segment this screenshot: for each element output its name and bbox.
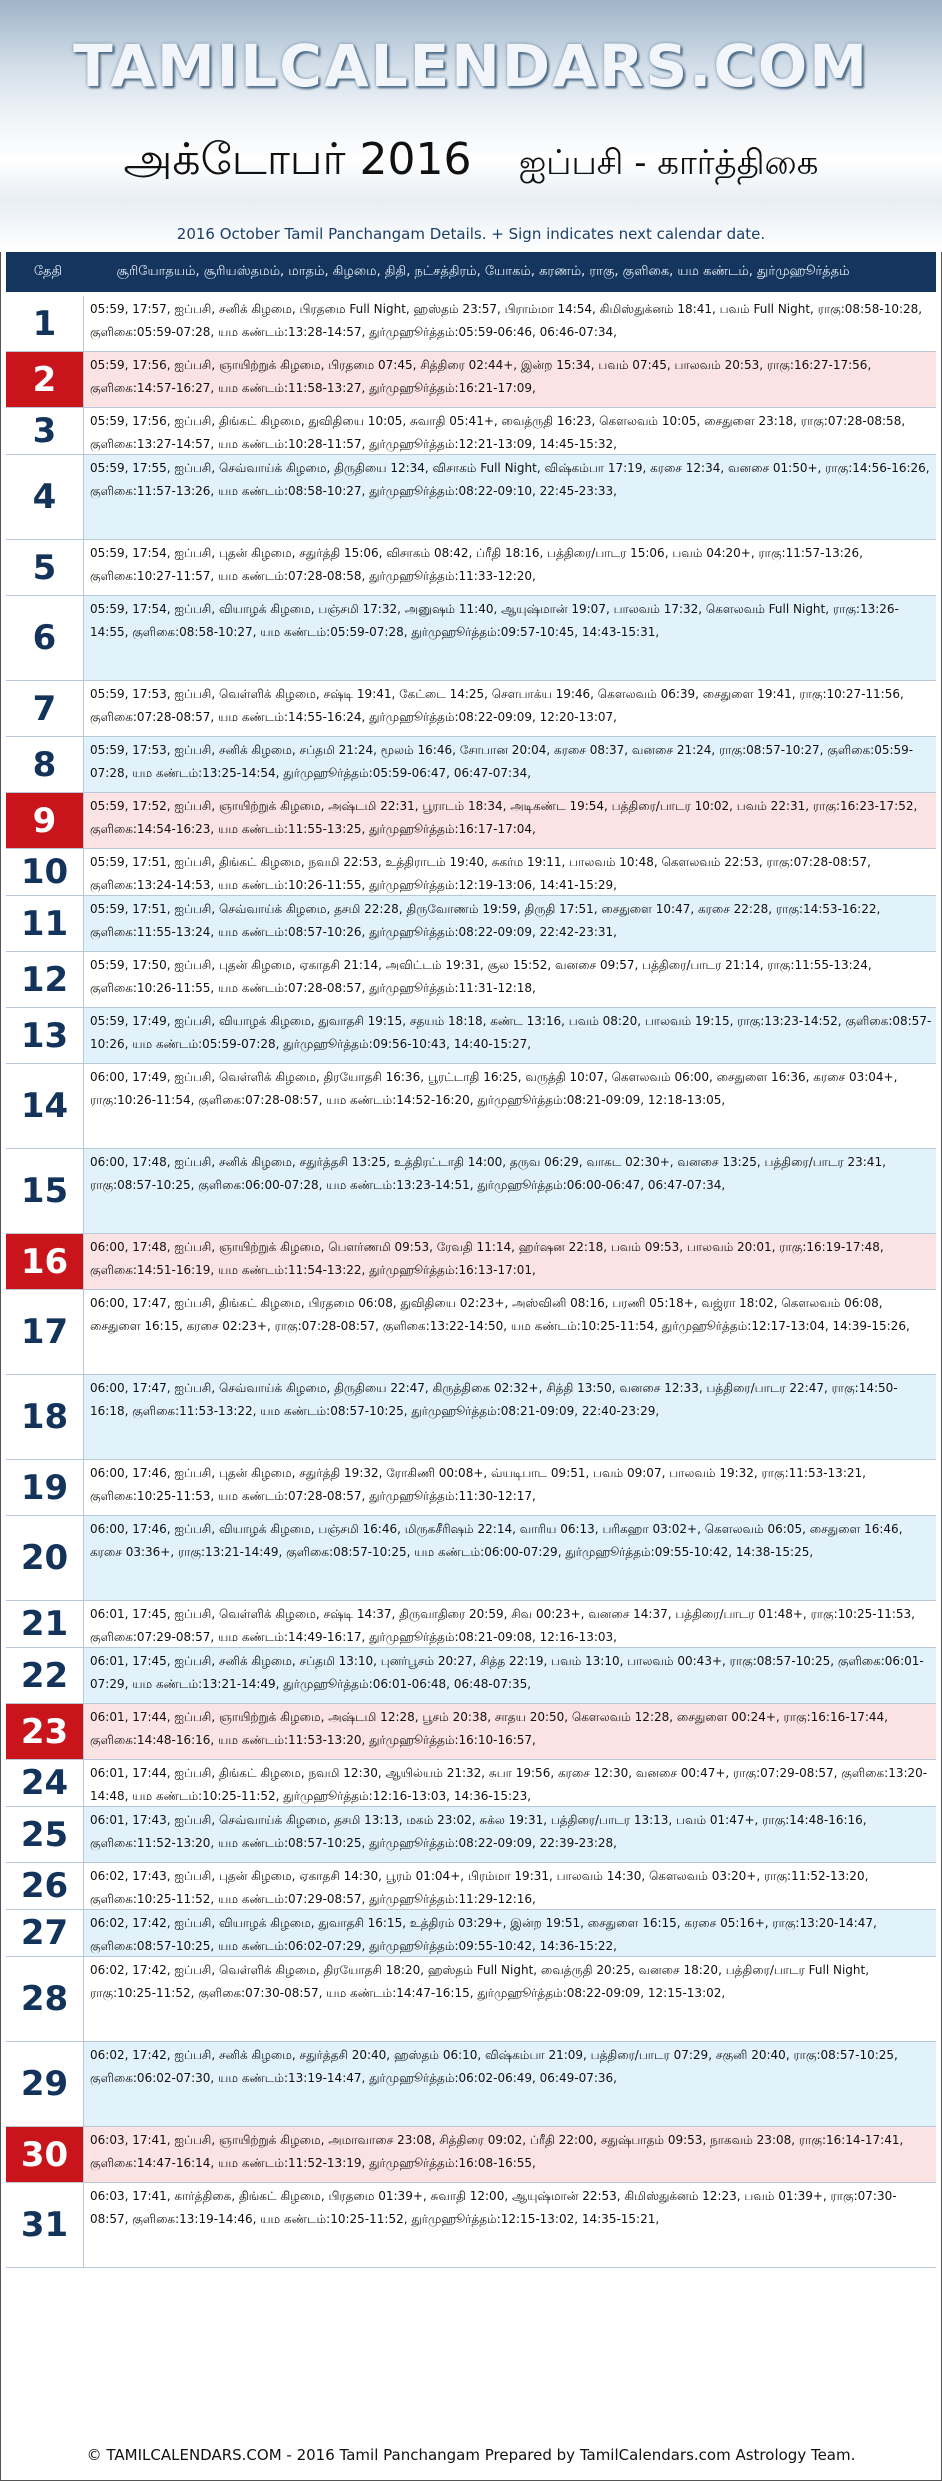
table-row — [6, 1064, 936, 1149]
day-number: 16 — [6, 1234, 84, 1289]
day-details: 06:02, 17:43, ஐப்பசி, புதன் கிழமை, ஏகாதசி 14:30, பூரம் 01:04+, பிரம்மா 19:31, பாலவம் 14:30, கௌலவம் 03:20+, ராகு:11:52-13:20, குளிகை:10:25-11:52, யம கண்டம்:07:29-08:57, துர்முஹூர்த்தம்:11:29-12:16, — [90, 1869, 869, 1906]
table-row — [6, 737, 936, 793]
subtitle: 2016 October Tamil Panchangam Details. + Sign indicates next calendar date. — [176, 225, 766, 243]
table-row — [6, 1375, 936, 1460]
table-row — [6, 296, 936, 352]
day-details: 06:00, 17:48, ஐப்பசி, சனிக் கிழமை, சதுர்த்தசி 13:25, உத்திரட்டாதி 14:00, தருவ 06:29, வாகட 02:30+, வனசை 13:25, பத்திரை/பாடர 23:41, ராகு:08:57-10:25, குளிகை:06:00-07:28, யம கண்டம்:13:23-14:51, துர்முஹூர்த்தம்:06:00-06:47, 06:47-07:34, — [90, 1155, 886, 1192]
table-row — [6, 1516, 936, 1601]
day-details: 06:00, 17:48, ஐப்பசி, ஞாயிற்றுக் கிழமை, பௌர்ணமி 09:53, ரேவதி 11:14, ஹர்ஷன 22:18, பவம் 09:53, பாலவம் 20:01, ராகு:16:19-17:48, குளிகை:14:51-16:19, யம கண்டம்:11:54-13:22, துர்முஹூர்த்தம்:16:13-17:01, — [90, 1240, 884, 1277]
day-number: 8 — [6, 737, 84, 792]
day-details: 06:00, 17:47, ஐப்பசி, திங்கட் கிழமை, பிரதமை 06:08, துவிதியை 02:23+, அஸ்வினி 08:16, பரணி 05:18+, வஜ்ரா 18:02, கௌலவம் 06:08, சைதுளை 16:15, கரசை 02:23+, ராகு:07:28-08:57, குளிகை:13:22-14:50, யம கண்டம்:10:25-11:54, துர்முஹூர்த்தம்:12:17-13:04, 14:39-15:26, — [90, 1296, 910, 1333]
day-details: 05:59, 17:49, ஐப்பசி, வியாழக் கிழமை, துவாதசி 19:15, சதயம் 18:18, கண்ட 13:16, பவம் 08:20, பாலவம் 19:15, ராகு:13:23-14:52, குளிகை:08:57-10:26, யம கண்டம்:05:59-07:28, துர்முஹூர்த்தம்:09:56-10:43, 14:40-15:27, — [90, 1014, 932, 1051]
day-number: 27 — [6, 1910, 84, 1956]
table-row — [6, 681, 936, 737]
day-details: 05:59, 17:54, ஐப்பசி, வியாழக் கிழமை, பஞ்சமி 17:32, அனுஷம் 11:40, ஆயுஷ்மான் 19:07, பாலவம் 17:32, கௌலவம் Full Night, ராகு:13:26-14:55, குளிகை:08:58-10:27, யம கண்டம்:05:59-07:28, துர்முஹூர்த்தம்:09:57-10:45, 14:43-15:31, — [90, 602, 899, 639]
table-row — [6, 455, 936, 540]
table-row — [6, 2183, 936, 2268]
day-details: 06:00, 17:49, ஐப்பசி, வெள்ளிக் கிழமை, திரயோதசி 16:36, பூரட்டாதி 16:25, வருத்தி 10:07, கௌலவம் 06:00, சைதுளை 16:36, கரசை 03:04+, ராகு:10:26-11:54, குளிகை:07:28-08:57, யம கண்டம்:14:52-16:20, துர்முஹூர்த்தம்:08:21-09:09, 12:18-13:05, — [90, 1070, 898, 1107]
day-details: 05:59, 17:52, ஐப்பசி, ஞாயிற்றுக் கிழமை, அஷ்டமி 22:31, பூராடம் 18:34, அடிகண்ட 19:54, பத்திரை/பாடர 10:02, பவம் 22:31, ராகு:16:23-17:52, குளிகை:14:54-16:23, யம கண்டம்:11:55-13:25, துர்முஹூர்த்தம்:16:17-17:04, — [90, 799, 918, 836]
day-details: 06:01, 17:44, ஐப்பசி, ஞாயிற்றுக் கிழமை, அஷ்டமி 12:28, பூசம் 20:38, சாதய 20:50, கௌலவம் 12:28, சைதுளை 00:24+, ராகு:16:16-17:44, குளிகை:14:48-16:16, யம கண்டம்:11:53-13:20, துர்முஹூர்த்தம்:16:10-16:57, — [90, 1710, 888, 1747]
day-details: 06:00, 17:47, ஐப்பசி, செவ்வாய்க் கிழமை, திருதியை 22:47, கிருத்திகை 02:32+, சித்தி 13:50, வனசை 12:33, பத்திரை/பாடர 22:47, ராகு:14:50-16:18, குளிகை:11:53-13:22, யம கண்டம்:08:57-10:25, துர்முஹூர்த்தம்:08:21-09:09, 22:40-23:29, — [90, 1381, 898, 1418]
table-row — [6, 408, 936, 455]
day-number: 13 — [6, 1008, 84, 1063]
day-details: 05:59, 17:53, ஐப்பசி, சனிக் கிழமை, சப்தமி 21:24, மூலம் 16:46, சோபான 20:04, கரசை 08:37, வனசை 21:24, ராகு:08:57-10:27, குளிகை:05:59-07:28, யம கண்டம்:13:25-14:54, துர்முஹூர்த்தம்:05:59-06:47, 06:47-07:34, — [90, 743, 914, 780]
day-number: 18 — [6, 1375, 84, 1459]
day-number: 12 — [6, 952, 84, 1007]
table-row — [6, 1704, 936, 1760]
col-date-header: தேதி — [33, 264, 63, 279]
table-row — [6, 1234, 936, 1290]
table-row — [6, 1957, 936, 2042]
day-details: 05:59, 17:56, ஐப்பசி, திங்கட் கிழமை, துவிதியை 10:05, சுவாதி 05:41+, வைத்ருதி 16:23, கௌலவம் 10:05, சைதுளை 23:18, ராகு:07:28-08:58, குளிகை:13:27-14:57, யம கண்டம்:10:28-11:57, துர்முஹூர்த்தம்:12:21-13:09, 14:45-15:32, — [90, 414, 906, 451]
day-number: 31 — [6, 2183, 84, 2267]
day-details: 05:59, 17:57, ஐப்பசி, சனிக் கிழமை, பிரதமை Full Night, ஹஸ்தம் 23:57, பிராம்மா 14:54, கிமிஸ்துக்னம் 18:41, பவம் Full Night, ராகு:08:58-10:28, குளிகை:05:59-07:28, யம கண்டம்:13:28-14:57, துர்முஹூர்த்தம்:05:59-06:46, 06:46-07:34, — [90, 302, 923, 339]
day-details: 06:02, 17:42, ஐப்பசி, வியாழக் கிழமை, துவாதசி 16:15, உத்திரம் 03:29+, இன்ற 19:51, சைதுளை 16:15, கரசை 05:16+, ராகு:13:20-14:47, குளிகை:08:57-10:25, யம கண்டம்:06:02-07:29, துர்முஹூர்த்தம்:09:55-10:42, 14:36-15:22, — [90, 1916, 877, 1953]
table-row — [6, 2042, 936, 2127]
day-details: 06:00, 17:46, ஐப்பசி, புதன் கிழமை, சதுர்த்தி 19:32, ரோகிணி 00:08+, வ்யடிபாட 09:51, பவம் 09:07, பாலவம் 19:32, ராகு:11:53-13:21, குளிகை:10:25-11:53, யம கண்டம்:07:28-08:57, துர்முஹூர்த்தம்:11:30-12:17, — [90, 1466, 866, 1503]
day-number: 11 — [6, 896, 84, 951]
day-number: 23 — [6, 1704, 84, 1759]
day-number: 6 — [6, 596, 84, 680]
day-number: 10 — [6, 849, 84, 895]
table-row — [6, 1760, 936, 1807]
month-heading — [0, 120, 942, 200]
day-number: 25 — [6, 1807, 84, 1862]
table-row — [6, 849, 936, 896]
table-row — [6, 793, 936, 849]
day-number: 26 — [6, 1863, 84, 1909]
day-details: 05:59, 17:50, ஐப்பசி, புதன் கிழமை, ஏகாதசி 21:14, அவிட்டம் 19:31, சூல 15:52, வனசை 09:57, பத்திரை/பாடர 21:14, ராகு:11:55-13:24, குளிகை:10:26-11:55, யம கண்டம்:07:28-08:57, துர்முஹூர்த்தம்:11:31-12:18, — [90, 958, 872, 995]
day-details: 06:01, 17:44, ஐப்பசி, திங்கட் கிழமை, நவமி 12:30, ஆயில்யம் 21:32, சுபா 19:56, கரசை 12:30, வனசை 00:47+, ராகு:07:29-08:57, குளிகை:13:20-14:48, யம கண்டம்:10:25-11:52, துர்முஹூர்த்தம்:12:16-13:03, 14:36-15:23, — [90, 1766, 928, 1803]
table-row — [6, 352, 936, 408]
footer-copyright: © TAMILCALENDARS.COM - 2016 Tamil Panchangam Prepared by TamilCalendars.com Astrology Team. — [86, 2446, 856, 2464]
day-details: 06:00, 17:46, ஐப்பசி, வியாழக் கிழமை, பஞ்சமி 16:46, மிருகசீரிஷம் 22:14, வாரிய 06:13, பரிகஹா 03:02+, கௌலவம் 06:05, சைதுளை 16:46, கரசை 03:36+, ராகு:13:21-14:49, குளிகை:08:57-10:25, யம கண்டம்:06:00-07:29, துர்முஹூர்த்தம்:09:55-10:42, 14:38-15:25, — [90, 1522, 903, 1559]
day-details: 05:59, 17:53, ஐப்பசி, வெள்ளிக் கிழமை, சஷ்டி 19:41, கேட்டை 14:25, சௌபாக்ய 19:46, கௌலவம் 06:39, சைதுளை 19:41, ராகு:10:27-11:56, குளிகை:07:28-08:57, யம கண்டம்:14:55-16:24, துர்முஹூர்த்தம்:08:22-09:09, 12:20-13:07, — [90, 687, 904, 724]
day-details: 05:59, 17:54, ஐப்பசி, புதன் கிழமை, சதுர்த்தி 15:06, விசாகம் 08:42, ப்ரீதி 18:16, பத்திரை/பாடர 15:06, பவம் 04:20+, ராகு:11:57-13:26, குளிகை:10:27-11:57, யம கண்டம்:07:28-08:58, துர்முஹூர்த்தம்:11:33-12:20, — [90, 546, 863, 583]
day-number: 29 — [6, 2042, 84, 2126]
day-number: 14 — [6, 1064, 84, 1148]
day-number: 17 — [6, 1290, 84, 1374]
day-number: 21 — [6, 1601, 84, 1647]
day-details: 06:01, 17:43, ஐப்பசி, செவ்வாய்க் கிழமை, தசமி 13:13, மகம் 23:02, சுக்ல 19:31, பத்திரை/பாடர 13:13, பவம் 01:47+, ராகு:14:48-16:16, குளிகை:11:52-13:20, யம கண்டம்:08:57-10:25, துர்முஹூர்த்தம்:08:22-09:09, 22:39-23:28, — [90, 1813, 867, 1850]
table-row — [6, 1601, 936, 1648]
table-row — [6, 596, 936, 681]
day-details: 05:59, 17:51, ஐப்பசி, திங்கட் கிழமை, நவமி 22:53, உத்திராடம் 19:40, சுகர்ம 19:11, பாலவம் 10:48, கௌலவம் 22:53, ராகு:07:28-08:57, குளிகை:13:24-14:53, யம கண்டம்:10:26-11:55, துர்முஹூர்த்தம்:12:19-13:06, 14:41-15:29, — [90, 855, 871, 892]
table-row — [6, 1863, 936, 1910]
tamil-months: ஐப்பசி - கார்த்திகை — [518, 143, 819, 183]
day-details: 05:59, 17:56, ஐப்பசி, ஞாயிற்றுக் கிழமை, பிரதமை 07:45, சித்திரை 02:44+, இன்ற 15:34, பவம் 07:45, பாலவம் 20:53, ராகு:16:27-17:56, குளிகை:14:57-16:27, யம கண்டம்:11:58-13:27, துர்முஹூர்த்தம்:16:21-17:09, — [90, 358, 872, 395]
day-number: 15 — [6, 1149, 84, 1233]
table-row — [6, 952, 936, 1008]
day-number: 7 — [6, 681, 84, 736]
table-row — [6, 1910, 936, 1957]
table-row — [6, 1807, 936, 1863]
table-row — [6, 2127, 936, 2183]
col-details-header: சூரியோதயம், சூரியஸ்தமம், மாதம், கிழமை, திதி, நட்சத்திரம், யோகம், கரணம், ராகு, குளிகை, யம கண்டம், துர்முஹூர்த்தம் — [116, 264, 850, 279]
day-number: 4 — [6, 455, 84, 539]
day-number: 22 — [6, 1648, 84, 1703]
table-row — [6, 1460, 936, 1516]
day-details: 06:01, 17:45, ஐப்பசி, சனிக் கிழமை, சப்தமி 13:10, புனர்பூசம் 20:27, சித்த 22:19, பவம் 13:10, பாலவம் 00:43+, ராகு:08:57-10:25, குளிகை:06:01-07:29, யம கண்டம்:13:21-14:49, துர்முஹூர்த்தம்:06:01-06:48, 06:48-07:35, — [90, 1654, 924, 1691]
day-number: 2 — [6, 352, 84, 407]
table-header — [6, 252, 936, 292]
month-title: அக்டோபர் 2016 — [123, 134, 472, 185]
table-row — [6, 540, 936, 596]
day-details: 06:02, 17:42, ஐப்பசி, வெள்ளிக் கிழமை, திரயோதசி 18:20, ஹஸ்தம் Full Night, வைத்ருதி 20:25, வனசை 18:20, பத்திரை/பாடர Full Night, ராகு:10:25-11:52, குளிகை:07:30-08:57, யம கண்டம்:14:47-16:15, துர்முஹூர்த்தம்:08:22-09:09, 12:15-13:02, — [90, 1963, 870, 2000]
day-details: 06:01, 17:45, ஐப்பசி, வெள்ளிக் கிழமை, சஷ்டி 14:37, திருவாதிரை 20:59, சிவ 00:23+, வனசை 14:37, பத்திரை/பாடர 01:48+, ராகு:10:25-11:53, குளிகை:07:29-08:57, யம கண்டம்:14:49-16:17, துர்முஹூர்த்தம்:08:21-09:08, 12:16-13:03, — [90, 1607, 915, 1644]
table-row — [6, 1290, 936, 1375]
day-details: 06:03, 17:41, ஐப்பசி, ஞாயிற்றுக் கிழமை, அமாவாசை 23:08, சித்திரை 09:02, ப்ரீதி 22:00, சதுஷ்பாதம் 09:53, நாகவம் 23:08, ராகு:16:14-17:41, குளிகை:14:47-16:14, யம கண்டம்:11:52-13:19, துர்முஹூர்த்தம்:16:08-16:55, — [90, 2133, 904, 2170]
day-number: 28 — [6, 1957, 84, 2041]
day-details: 05:59, 17:51, ஐப்பசி, செவ்வாய்க் கிழமை, தசமி 22:28, திருவோணம் 19:59, திருதி 17:51, சைதுளை 10:47, கரசை 22:28, ராகு:14:53-16:22, குளிகை:11:55-13:24, யம கண்டம்:08:57-10:26, துர்முஹூர்த்தம்:08:22-09:09, 22:42-23:31, — [90, 902, 881, 939]
day-number: 30 — [6, 2127, 84, 2182]
table-row — [6, 1648, 936, 1704]
day-number: 5 — [6, 540, 84, 595]
table-row — [6, 896, 936, 952]
table-row — [6, 1008, 936, 1064]
day-number: 9 — [6, 793, 84, 848]
day-details: 06:03, 17:41, கார்த்திகை, திங்கட் கிழமை, பிரதமை 01:39+, சுவாதி 12:00, ஆயுஷ்மான் 22:53, கிமிஸ்துக்னம் 12:23, பவம் 01:39+, ராகு:07:30-08:57, குளிகை:13:19-14:46, யம கண்டம்:10:25-11:52, துர்முஹூர்த்தம்:12:15-13:02, 14:35-15:21, — [90, 2189, 897, 2226]
day-number: 24 — [6, 1760, 84, 1806]
day-number: 20 — [6, 1516, 84, 1600]
table-row — [6, 1149, 936, 1234]
day-number: 3 — [6, 408, 84, 454]
day-number: 1 — [6, 296, 84, 351]
day-details: 05:59, 17:55, ஐப்பசி, செவ்வாய்க் கிழமை, திருதியை 12:34, விசாகம் Full Night, விஷ்கம்பா 17:19, கரசை 12:34, வனசை 01:50+, ராகு:14:56-16:26, குளிகை:11:57-13:26, யம கண்டம்:08:58-10:27, துர்முஹூர்த்தம்:08:22-09:10, 22:45-23:33, — [90, 461, 930, 498]
day-details: 06:02, 17:42, ஐப்பசி, சனிக் கிழமை, சதுர்த்தசி 20:40, ஹஸ்தம் 06:10, விஷ்கம்பா 21:09, பத்திரை/பாடர 07:29, சகுனி 20:40, ராகு:08:57-10:25, குளிகை:06:02-07:30, யம கண்டம்:13:19-14:47, துர்முஹூர்த்தம்:06:02-06:49, 06:49-07:36, — [90, 2048, 898, 2085]
site-title: TAMILCALENDARS.COM — [73, 32, 869, 100]
day-number: 19 — [6, 1460, 84, 1515]
